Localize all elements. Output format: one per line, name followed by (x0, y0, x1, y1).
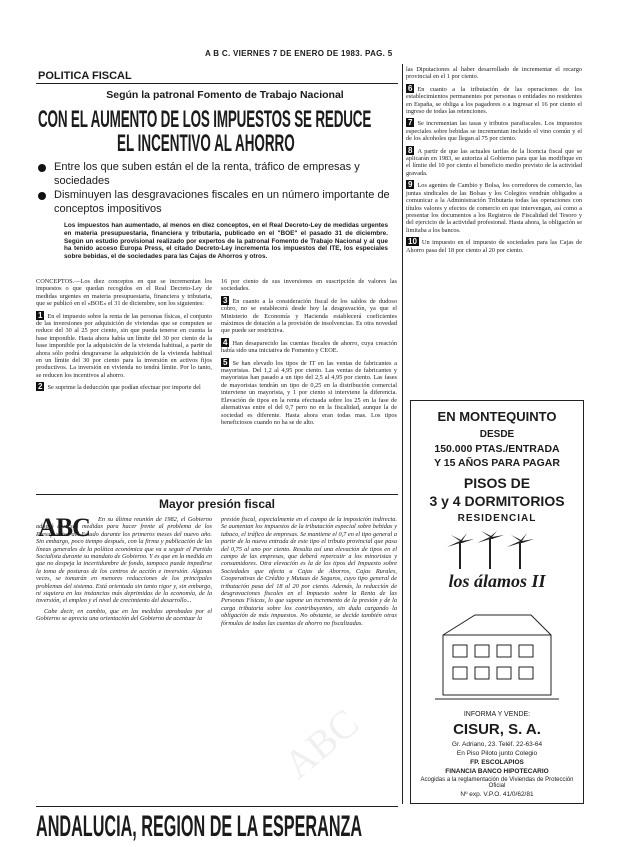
ad-info: INFORMA Y VENDE: (463, 711, 531, 718)
ad-line-3: 150.000 PTAS./ENTRADA (434, 443, 560, 455)
section-rule (36, 83, 398, 84)
ad-addr-1: Gr. Adriano, 23. Teléf. 22-63-64 (451, 741, 543, 748)
ad-addr-4: FINANCIA BANCO HIPOTECARIO (445, 768, 549, 775)
editorial-col1 (36, 516, 212, 623)
banner-rule (36, 806, 398, 807)
bullet-2-icon (38, 192, 46, 200)
ad-line-4: Y 15 AÑOS PARA PAGAR (434, 457, 560, 469)
item-3-text: En cuanto a la consideración fiscal de los saldos de dudoso cobro, no se establecerá desde hoy la desgravación, ya que el Ministerio de Economía y Hacienda establecerá coeficientes máximos de dotación a la provisión de insolvencias. Es otra novedad que puede ser restrictiva. (221, 297, 397, 335)
article-col2 (221, 278, 397, 426)
ad-addr-3: FP. ESCOLAPIOS (470, 759, 524, 766)
item-4: 4 Han desaparecido las cuentas fiscales de ahorro, cuya creación había sido una iniciativa de Fomento y CEOE. (221, 337, 397, 355)
masthead: A B C. VIERNES 7 DE ENERO DE 1983. PAG. 5 (205, 49, 393, 58)
editorial-col1-end: Cabe decir, en cambio, que en las medidas aprobadas por el Gobierno se aprecia una orientación del Gobierno de acentuar la (36, 607, 212, 623)
col2-top: 16 por ciento de sus inversiones en suscripción de valores las sociedades. (221, 278, 397, 293)
ad-line-6: 3 y 4 DORMITORIOS (429, 493, 565, 509)
item-8-text: A partir de que las actuales tarifas de la licencia fiscal que se aplicarán en 1983, se autoriza al Gobierno para que las modifique en el límite del 10 por ciento el beneficio medio previsto de la actividad gravada. (406, 147, 582, 177)
article-lead: Los impuestos han aumentado, al menos en diez conceptos, en el Real Decreto-Ley de medidas urgentes en materia presupuestaria, financiera y tributaria, publicado en el "BOE" el pasado 31 de diciembre. Según un estudio provisional realizado por expertos de la patronal Fomento de Trabajo Nacional y al que ha tenido acceso Europa Press, el citado Decreto-Ley incrementa los impuestos del ITE, los especiales sobre bebidas, el de sociedades para las Cajas de Ahorros y otros. (64, 222, 388, 261)
building-illustration (435, 595, 559, 705)
item-3: 3 En cuanto a la consideración fiscal de los saldos de dudoso cobro, no se establecerá desde hoy la desgravación, ya que el Ministerio de Economía y Hacienda establecerá coeficientes máximos de dotación a la provisión de insolvencias. Es otra novedad que puede ser restrictiva. (221, 295, 397, 335)
article-kicker: Según la patronal Fomento de Trabajo Nacional (106, 89, 344, 101)
bullet-1-icon (38, 164, 46, 172)
ad-addr-2: En Piso Piloto junto Colegio (456, 750, 538, 757)
ad-box (410, 400, 584, 804)
item-8: 8 A partir de que las actuales tarifas de la licencia fiscal que se aplicarán en 1983, se autoriza al Gobierno para que las modifique en el límite del 10 por ciento el beneficio medio previsto de la actividad gravada. (406, 145, 582, 177)
ad-line-5: PISOS DE (463, 475, 531, 491)
banner-text: ANDALUCIA, REGION DE LA ESPERANZA (36, 810, 363, 843)
item-9-text: Los agentes de Cambio y Bolsa, los corredores de comercio, las juntas sindicales de las Bolsas y los Colegios vendrán obligados a comunicar a la Administración Tributaria todas las operaciones con títulos valores y efectos de comercio en que intervengan, así como a presentar los documentos a los Registros de Fiscalidad del Tesoro y del ejercicio de la actividad profesional. Hasta ahora, la obligación se limitaba a los bancos. (406, 182, 582, 234)
ad-company: CISUR, S. A. (453, 721, 541, 738)
right-top: las Diputaciones al haber desarrollado de incrementar el recargo provincial en el 1 por ciento. (406, 66, 582, 81)
item-1-text: En el impuesto sobre la renta de las personas físicas, el conjunto de las inversiones por adquisición de viviendas que se computen se reduce del 30 al 25 por ciento, sin que pueda tenerse en cuenta la base imponible. Hasta ahora había un límite del 30 por ciento de la base imponible por la adquisición de la vivienda habitual, a partir de ahora sólo podrá desgravarse la adquisición de la vivienda habitual en un límite del 30 por ciento para la inversión en activos fijos productivos. La inversión en vivienda no tendrá límite. Por lo tanto, se reducen los incentivos al ahorro. (36, 312, 212, 379)
palm-trees-illustration (441, 531, 551, 571)
item-7: 7 Se incrementan las tasas y tributos parafiscales. Los impuestos especiales sobre bebidas se incrementan incluido el vino común y el de los alcoholes que llegan al 75 por ciento. (406, 118, 582, 143)
bullet-2-text: Disminuyen las desgravaciones fiscales en un número importante de conceptos impositivos (54, 189, 390, 215)
column-divider (402, 64, 403, 804)
item-4-text: Han desaparecido las cuentas fiscales de ahorro, cuya creación había sido una iniciativa de Fomento y CEOE. (221, 339, 397, 355)
ad-line-1: EN MONTEQUINTO (437, 409, 557, 424)
section-label: POLITICA FISCAL (38, 70, 132, 82)
editorial-col2: presión fiscal, especialmente en el campo de la imposición indirecta. Se aumentan los impuestos de la tributación especial sobre bebidas y tabaco, el tráfico de empresas. Se mantiene el 0,7 en el tipo general a partir de la nueva entrada de este tipo el tributo provincial que pasa del 0,75 al uno por ciento. Resulta así una elevación de tipos en el campo de las empresas, que deberá repercutir a los minoristas y consumidores. Otra elevación es la de los tipos del Impuesto sobre Sociedades que afecta a Cajas de Ahorros, Cajas Rurales, Cooperativas de Crédito y Mutuas de Seguros, cuyo tipo general de tributación pasa del 18 al 20 por ciento. Además, la reducción de desgravaciones fiscales en el Impuesto sobre la Renta de las Personas Físicas, lo que supone un incremento de la presión y de la carga tributaria sobre los contribuyentes, sin duda cargando la obligación de más impuestos. No obstante, se decide también otras fórmulas de todas las cuentas de ahorro no fiscalizadas. (221, 516, 397, 627)
right-col (406, 66, 582, 254)
item-5-text: Se han elevado los tipos de IT en las ventas de fabricantes a mayoristas. Del 1,2 al 4,95 por ciento. Las ventas de fabricantes y mayoristas han pasado a un tipo del 2,5 al 4,95 por ciento. Las fases de mayoristas tendrán un tipo de 0,25 en la distribución comercial interviene un mayorista, y 1 por ciento si interviene la diferencia. Elevación de tipos en la renta efectuada sobre los 25 en la fase de alternativas entre el del 0,7 pero no en la fiscalidad, aunque la de sociedad es diferente. Hasta ahora eran todas mas. Los tipos beneficiosos cuando no ha se de alto. (221, 359, 397, 426)
ad-line-2: DESDE (479, 429, 515, 440)
bullet-1-text: Entre los que suben están el de la renta, tráfico de empresas y sociedades (54, 161, 360, 187)
item-10: 10 Un impuesto en el impuesto de sociedades para las Cajas de Ahorro pasa del 18 por ciento al 20 por ciento. (406, 237, 582, 254)
item-10-text: Un impuesto en el impuesto de sociedades para las Cajas de Ahorro pasa del 18 por ciento al 20 por ciento. (406, 239, 582, 254)
editorial-rule (36, 494, 398, 495)
col1-intro: CONCEPTOS.—Los diez conceptos en que se incrementan los impuestos o que quedan recogidos en el Real Decreto-Ley de medidas urgentes en materia presupuestaria, financiera y tributaria, que se publicó en el «BOE» el 31 de diciembre, son los siguientes: (36, 278, 212, 308)
article-col1 (36, 278, 212, 392)
watermark: ABC (275, 699, 368, 788)
editorial-heading: Mayor presión fiscal (158, 497, 276, 511)
item-2-text: Se suprime la deducción que podían efectuar por importe del (47, 384, 201, 392)
item-6: 6 En cuanto a la tributación de las operaciones de los establecimientos permanentes por personas o entidades no residentes en España, se obliga a los pagadores o a ingresar el 16 por ciento el ingreso de todas las retenciones. (406, 83, 582, 116)
ad-addr-5: Acogidas a la reglamentación de Viviendas de Protección Oficial (420, 777, 574, 789)
item-2: 2 Se suprime la deducción que podían efectuar por importe del (38, 382, 201, 392)
item-6-text: En cuanto a la tributación de las operaciones de los establecimientos permanentes por personas o entidades no residentes en España, se obliga a los pagadores o a ingresar el 16 por ciento el ingreso de todas las retenciones. (406, 85, 582, 116)
editorial-col1-text: En su última reunión de 1982, el Gobierno adoptó diversas medidas para hacer frente al problema de los Presupuestos del Estado durante los primeros meses del nuevo año. Sin embargo, poco tiempo después, con la firma y publicación de las líneas generales de la política económica que va a seguir el Partido Socialista durante su mandato de Gobierno. Y es que en la medida en que no despeja la incertidumbre de fondo, tampoco puede impedirse la toma de posturas de los centros de acción e inversión. Algunas veces, se tomarán en menores reducciones de los principales problemas del sistema. Está orientada sin tanto rigor y, sin embargo, ni siquiera en las instancias más deprimidas de la economía, de la inversión, el empleo y el nivel de crecimiento del desarrollo... (36, 516, 212, 605)
item-7-text: Se incrementan las tasas y tributos parafiscales. Los impuestos especiales sobre bebidas se incrementan incluido el vino común y el de los alcoholes que llegan al 75 por ciento. (406, 120, 582, 143)
item-9: 9 Los agentes de Cambio y Bolsa, los corredores de comercio, las juntas sindicales de las Bolsas y los Colegios vendrán obligados a comunicar a la Administración Tributaria todas las operaciones con títulos valores y efectos de comercio en que intervengan, así como a presentar los documentos a los Registros de Fiscalidad del Tesoro y del ejercicio de la actividad profesional. Hasta ahora, la obligación se limitaba a los bancos. (406, 180, 582, 234)
ad-addr-6: Nº exp. V.P.O. 41/0/62/81 (460, 791, 534, 798)
headline-line-1: CON EL AUMENTO DE LOS IMPUESTOS SE REDUCE (38, 106, 372, 133)
ad-line-7: RESIDENCIAL (457, 513, 537, 524)
headline-line-2: EL INCENTIVO AL AHORRO (117, 130, 295, 157)
ad-brand: los álamos II (448, 571, 546, 591)
item-5: 5 Se han elevado los tipos de IT en las ventas de fabricantes a mayoristas. Del 1,2 al 4,95 por ciento. Las ventas de fabricantes y mayoristas han pasado a un tipo del 2,5 al 4,95 por ciento. Las fases de mayoristas tendrán un tipo de 0,25 en la distribución comercial interviene un mayorista, y 1 por ciento si interviene la diferencia. Elevación de tipos en la renta efectuada sobre los 25 en la fase de alternativas entre el del 0,7 pero no en la fiscalidad, aunque la de sociedad es diferente. Hasta ahora eran todas mas. Los tipos beneficiosos cuando no ha se de alto. (221, 357, 397, 426)
abc-logo: ABC (38, 513, 90, 542)
item-1: 1 En el impuesto sobre la renta de las personas físicas, el conjunto de las inversiones por adquisición de viviendas que se computen se reduce del 30 al 25 por ciento, sin que pueda tenerse en cuenta la base imponible. Hasta ahora había un límite del 30 por ciento de la base imponible por la adquisición de la vivienda habitual, a partir de ahora sólo podrá desgravarse la adquisición de la vivienda habitual en un límite del 30 por ciento para la inversión en activos fijos productivos. La inversión en vivienda no tendrá límite. Por lo tanto, se reducen los incentivos al ahorro. (36, 310, 212, 379)
